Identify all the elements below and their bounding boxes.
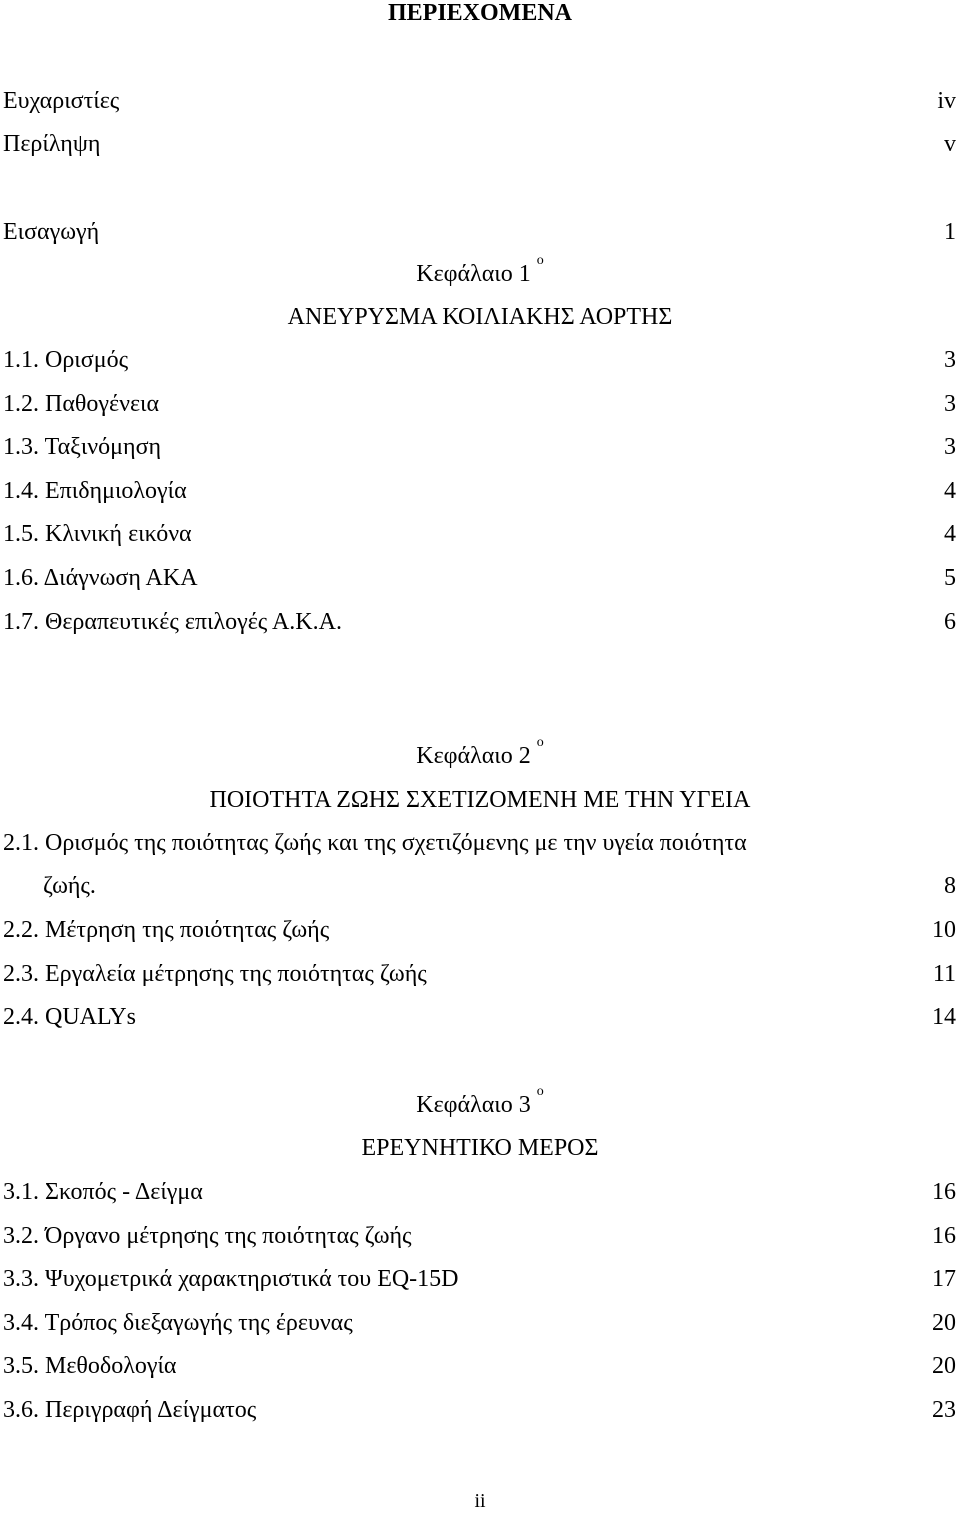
toc-entry-page: 16 bbox=[932, 1223, 956, 1249]
toc-entry-label: 1.3. Ταξινόμηση bbox=[3, 434, 162, 460]
chapter-1-heading bbox=[0, 253, 960, 290]
toc-entry-label: 1.5. Κλινική εικόνα bbox=[3, 521, 192, 547]
toc-entry-page: 16 bbox=[932, 1179, 956, 1205]
toc-entry[interactable] bbox=[0, 388, 960, 420]
toc-entry[interactable] bbox=[0, 344, 960, 376]
chapter-heading-text: Κεφάλαιο 3 bbox=[416, 1092, 531, 1118]
toc-entry[interactable] bbox=[0, 958, 960, 990]
toc-entry-label: Ευχαριστίες bbox=[3, 88, 120, 114]
chapter-3-heading bbox=[0, 1084, 960, 1121]
toc-entry-label: 3.6. Περιγραφή Δείγματος bbox=[3, 1397, 257, 1423]
toc-entry-page: 6 bbox=[944, 609, 956, 635]
chapter-3-title: ΕΡΕΥΝΗΤΙΚΟ ΜΕΡΟΣ bbox=[361, 1135, 599, 1161]
toc-entry-page: 17 bbox=[932, 1266, 956, 1292]
toc-entry[interactable] bbox=[0, 827, 960, 859]
toc-entry[interactable] bbox=[0, 1001, 960, 1033]
toc-entry-label: ζωής. bbox=[43, 873, 96, 899]
toc-entry[interactable] bbox=[0, 518, 960, 550]
toc-entry-page: 3 bbox=[944, 391, 956, 417]
toc-entry-label: 3.1. Σκοπός - Δείγμα bbox=[3, 1179, 203, 1205]
toc-entry-label: 2.1. Ορισμός της ποιότητας ζωής και της σχετιζόμενης με την υγεία ποιότητα bbox=[3, 830, 747, 856]
toc-entry[interactable] bbox=[0, 1176, 960, 1208]
toc-entry-page: v bbox=[944, 131, 956, 157]
toc-entry-page: 3 bbox=[944, 347, 956, 373]
toc-entry-label: 3.3. Ψυχομετρικά χαρακτηριστικά του EQ-15D bbox=[3, 1266, 459, 1292]
toc-entry[interactable] bbox=[0, 475, 960, 507]
chapter-heading-text: Κεφάλαιο 1 bbox=[416, 261, 531, 287]
toc-entry-label: 2.3. Εργαλεία μέτρησης της ποιότητας ζωής bbox=[3, 961, 427, 987]
toc-entry-label: 3.4. Τρόπος διεξαγωγής της έρευνας bbox=[3, 1310, 353, 1336]
toc-entry-label: 1.1. Ορισμός bbox=[3, 347, 129, 373]
toc-entry-abstract[interactable] bbox=[0, 128, 960, 160]
toc-entry[interactable] bbox=[0, 1263, 960, 1295]
toc-entry[interactable] bbox=[0, 431, 960, 463]
toc-entry[interactable] bbox=[0, 562, 960, 594]
toc-entry-label: 3.2. Όργανο μέτρησης της ποιότητας ζωής bbox=[3, 1223, 412, 1249]
toc-entry-acknowledgements[interactable] bbox=[0, 85, 960, 117]
page-title: ΠΕΡΙΕΧΟΜΕΝΑ bbox=[387, 0, 572, 26]
footer-page-number: ii bbox=[474, 1490, 486, 1512]
toc-entry-page: iv bbox=[937, 88, 956, 114]
toc-entry-label: Περίληψη bbox=[3, 131, 101, 157]
toc-entry-page: 14 bbox=[932, 1004, 956, 1030]
ordinal-mark: ο bbox=[536, 1084, 544, 1099]
toc-entry-label: Εισαγωγή bbox=[3, 219, 100, 245]
toc-entry-page: 20 bbox=[932, 1310, 956, 1336]
toc-entry[interactable] bbox=[0, 1394, 960, 1426]
toc-entry-label: 2.2. Μέτρηση της ποιότητας ζωής bbox=[3, 917, 330, 943]
chapter-1-title: ΑΝΕΥΡΥΣΜΑ ΚΟΙΛΙΑΚΗΣ ΑΟΡΤΗΣ bbox=[287, 304, 673, 330]
toc-entry-page: 4 bbox=[944, 478, 956, 504]
toc-entry[interactable] bbox=[0, 1220, 960, 1252]
ordinal-mark: ο bbox=[536, 735, 544, 750]
toc-entry-page: 11 bbox=[932, 961, 956, 987]
toc-entry-label: 3.5. Μεθοδολογία bbox=[3, 1353, 177, 1379]
ordinal-mark: ο bbox=[536, 253, 544, 268]
toc-entry[interactable] bbox=[0, 1350, 960, 1382]
toc-entry[interactable] bbox=[0, 1307, 960, 1339]
toc-entry-page: 23 bbox=[932, 1397, 956, 1423]
toc-entry-page: 5 bbox=[944, 565, 956, 591]
toc-entry-label: 2.4. QUALYs bbox=[3, 1004, 136, 1030]
toc-entry-page: 1 bbox=[944, 219, 956, 245]
toc-entry[interactable] bbox=[0, 606, 960, 638]
toc-entry-label: 1.7. Θεραπευτικές επιλογές Α.Κ.Α. bbox=[3, 609, 342, 635]
toc-entry-introduction[interactable] bbox=[0, 216, 960, 248]
toc-entry-page: 20 bbox=[932, 1353, 956, 1379]
toc-entry[interactable] bbox=[0, 914, 960, 946]
toc-entry-page: 10 bbox=[932, 917, 956, 943]
toc-entry-page: 8 bbox=[944, 873, 956, 899]
toc-entry-page: 3 bbox=[944, 434, 956, 460]
toc-entry-page: 4 bbox=[944, 521, 956, 547]
chapter-heading-text: Κεφάλαιο 2 bbox=[416, 743, 531, 769]
toc-entry-label: 1.2. Παθογένεια bbox=[3, 391, 160, 417]
toc-entry-label: 1.4. Επιδημιολογία bbox=[3, 478, 187, 504]
toc-entry-label: 1.6. Διάγνωση ΑΚΑ bbox=[3, 565, 198, 591]
chapter-2-heading bbox=[0, 735, 960, 772]
toc-entry-continuation[interactable] bbox=[0, 870, 960, 902]
chapter-2-title: ΠΟΙΟΤΗΤΑ ΖΩΗΣ ΣΧΕΤΙΖΟΜΕΝΗ ΜΕ ΤΗΝ ΥΓΕΙΑ bbox=[209, 787, 751, 813]
